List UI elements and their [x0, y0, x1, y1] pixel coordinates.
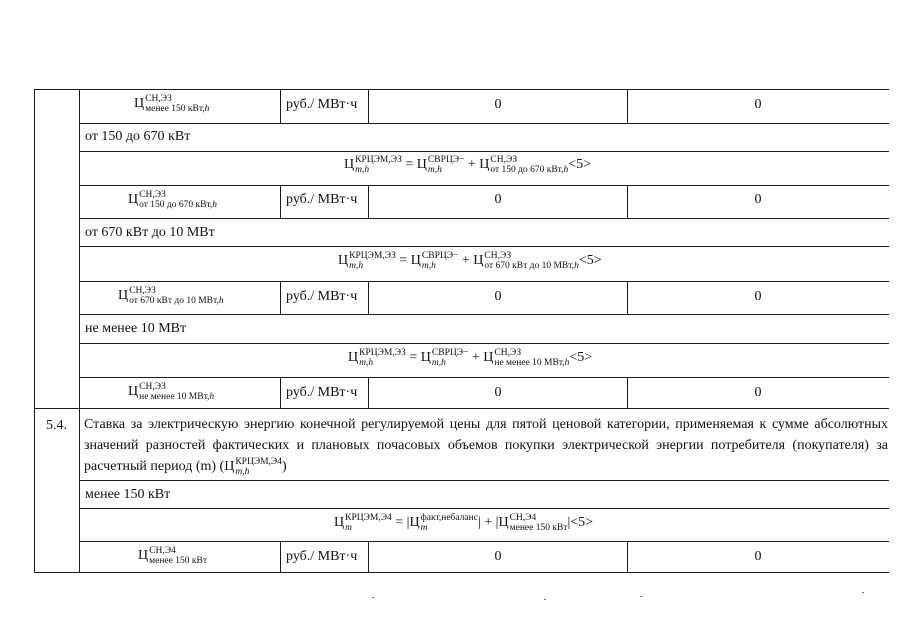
table-rule — [34, 89, 35, 572]
section-label: не менее 10 МВт — [85, 321, 187, 336]
table-rule — [280, 377, 281, 408]
rate-symbol: Ц СН,ЭЗ от 150 до 670 кВт,h — [128, 190, 217, 210]
table-rule — [627, 89, 628, 123]
table-rule — [627, 541, 628, 572]
scan-artifact — [372, 597, 374, 598]
table-rule — [627, 281, 628, 314]
table-rule — [368, 185, 369, 218]
value-cell: 0 — [494, 97, 502, 112]
value-cell: 0 — [754, 549, 762, 564]
table-rule — [79, 343, 889, 344]
table-rule — [627, 377, 628, 408]
scan-artifact — [544, 599, 546, 600]
table-rule — [280, 185, 281, 218]
section-label: от 150 до 670 кВт — [85, 129, 191, 144]
scan-artifact — [640, 596, 642, 597]
table-rule — [34, 89, 889, 90]
section-label: менее 150 кВт — [85, 487, 171, 502]
unit-label: руб./ МВт·ч — [286, 289, 358, 304]
table-rule — [79, 541, 889, 542]
table-rule — [79, 377, 889, 378]
unit-label: руб./ МВт·ч — [286, 192, 358, 207]
rate-symbol: Ц СН,ЭЗ не менее 10 МВт,h — [128, 382, 215, 402]
value-cell: 0 — [494, 549, 502, 564]
table-rule — [627, 185, 628, 218]
table-rule — [79, 123, 889, 124]
value-cell: 0 — [754, 97, 762, 112]
value-cell: 0 — [494, 385, 502, 400]
value-cell: 0 — [754, 289, 762, 304]
rate-symbol: Ц СН,Э4 менее 150 кВт — [138, 546, 207, 566]
table-rule — [280, 541, 281, 572]
table-rule — [79, 246, 889, 247]
unit-label: руб./ МВт·ч — [286, 97, 358, 112]
scan-artifact — [862, 592, 864, 593]
item-number: 5.4. — [46, 418, 67, 433]
table-rule — [79, 281, 889, 282]
table-rule — [34, 572, 889, 573]
value-cell: 0 — [494, 192, 502, 207]
item-description: Ставка за электрическую энергию конечной регулируемой цены для пятой ценовой категории, применяемая к сумме абсолютных значений разностей фактических и плановых почасовых объемов покупки электрической энергии потребителя (покупателя) за расчетный период (m) (Ц КРЦЭМ,Э4 m,h ) — [84, 417, 888, 477]
value-cell: 0 — [754, 385, 762, 400]
table-rule — [79, 218, 889, 219]
value-cell: 0 — [754, 192, 762, 207]
table-rule — [368, 281, 369, 314]
formula: Ц КРЦЭМ,ЭЗ m,h = Ц СВРЦЭ− m,h + Ц СН,ЭЗ не менее 10 МВт,h <5> — [348, 348, 593, 368]
table-rule — [79, 508, 889, 509]
section-label: от 670 кВт до 10 МВт — [85, 225, 215, 240]
value-cell: 0 — [494, 289, 502, 304]
unit-label: руб./ МВт·ч — [286, 549, 358, 564]
table-rule — [79, 89, 80, 572]
formula: Ц КРЦЭМ,ЭЗ m,h = Ц СВРЦЭ− m,h + Ц СН,ЭЗ от 670 кВт до 10 МВт,h <5> — [338, 251, 602, 271]
table-rule — [280, 281, 281, 314]
formula: Ц КРЦЭМ,Э4 m = |Ц факт,небаланс m | + |Ц СН,Э4 менее 150 кВт |<5> — [334, 513, 594, 533]
formula: Ц КРЦЭМ,ЭЗ m,h = Ц СВРЦЭ− m,h + Ц СН,ЭЗ от 150 до 670 кВт,h <5> — [344, 155, 592, 175]
rate-symbol: Ц СН,ЭЗ менее 150 кВт,h — [134, 94, 210, 114]
table-rule — [79, 151, 889, 152]
table-rule — [280, 89, 281, 123]
table-rule — [79, 480, 889, 481]
table-rule — [368, 541, 369, 572]
table-rule — [79, 314, 889, 315]
table-rule — [368, 89, 369, 123]
rate-symbol: Ц СН,ЭЗ от 670 кВт до 10 МВт,h — [118, 286, 224, 306]
table-rule — [79, 185, 889, 186]
table-rule — [368, 377, 369, 408]
table-rule — [34, 408, 889, 409]
unit-label: руб./ МВт·ч — [286, 385, 358, 400]
